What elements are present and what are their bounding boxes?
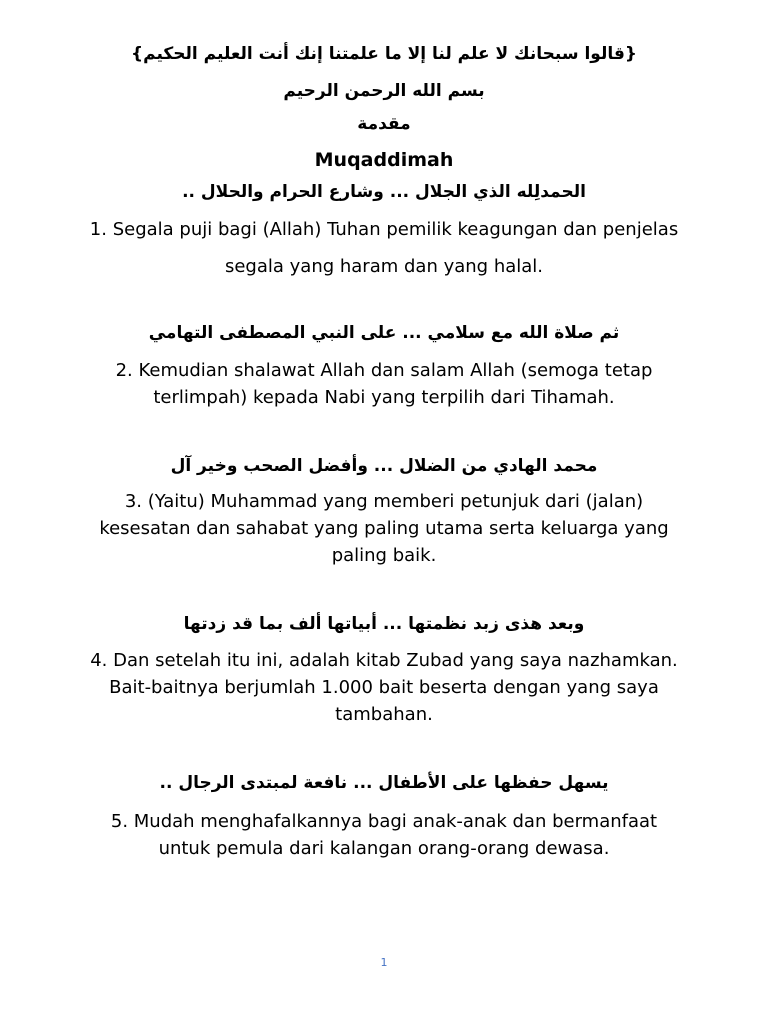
stanza-4-translation-line-2: Bait-baitnya berjumlah 1.000 bait beserta dengan yang saya xyxy=(109,677,659,698)
stanza-4-arabic: وبعد هذى زبد نظمتها ... أبياتها ألف بما قد زدتها xyxy=(183,614,585,634)
stanza-1-arabic: الحمدلِله الذي الجلال ... وشارع الحرام والحلال .. xyxy=(182,182,586,202)
stanza-1-translation-line-2: segala yang haram dan yang halal. xyxy=(224,256,544,277)
stanza-5-translation-line-1: 5. Mudah menghafalkannya bagi anak-anak dan bermanfaat xyxy=(110,811,658,832)
stanza-1-translation-line-1: 1. Segala puji bagi (Allah) Tuhan pemilik keagungan dan penjelas xyxy=(89,219,679,240)
stanza-3-translation-line-1: 3. (Yaitu) Muhammad yang memberi petunjuk dari (jalan) xyxy=(124,491,644,512)
page-number: 1 xyxy=(380,956,388,969)
quran-verse-heading: {قالوا سبحانك لا علم لنا إلا ما علمتنا إنك أنت العليم الحكيم} xyxy=(131,44,637,64)
stanza-2-translation-line-1: 2. Kemudian shalawat Allah dan salam Allah (semoga tetap xyxy=(115,360,653,381)
title-latin: Muqaddimah xyxy=(314,149,454,171)
stanza-3-translation-line-2: kesesatan dan sahabat yang paling utama serta keluarga yang xyxy=(99,518,669,539)
stanza-3-arabic: محمد الهادي من الضلال ... وأفضل الصحب وخير آل xyxy=(170,456,598,476)
stanza-4-translation-line-3: tambahan. xyxy=(335,704,433,725)
stanza-5-arabic: يسهل حفظها على الأطفال ... نافعة لمبتدى الرجال .. xyxy=(159,773,609,793)
basmala: بسم الله الرحمن الرحيم xyxy=(283,81,485,101)
stanza-2-translation-line-2: terlimpah) kepada Nabi yang terpilih dari Tihamah. xyxy=(153,387,615,408)
stanza-4-translation-line-1: 4. Dan setelah itu ini, adalah kitab Zubad yang saya nazhamkan. xyxy=(90,650,678,671)
stanza-3-translation-line-3: paling baik. xyxy=(331,545,437,566)
stanza-5-translation-line-2: untuk pemula dari kalangan orang-orang dewasa. xyxy=(158,838,610,859)
title-arabic: مقدمة xyxy=(357,114,411,134)
stanza-2-arabic: ثم صلاة الله مع سلامي ... على النبي المصطفى التهامي xyxy=(148,323,620,343)
